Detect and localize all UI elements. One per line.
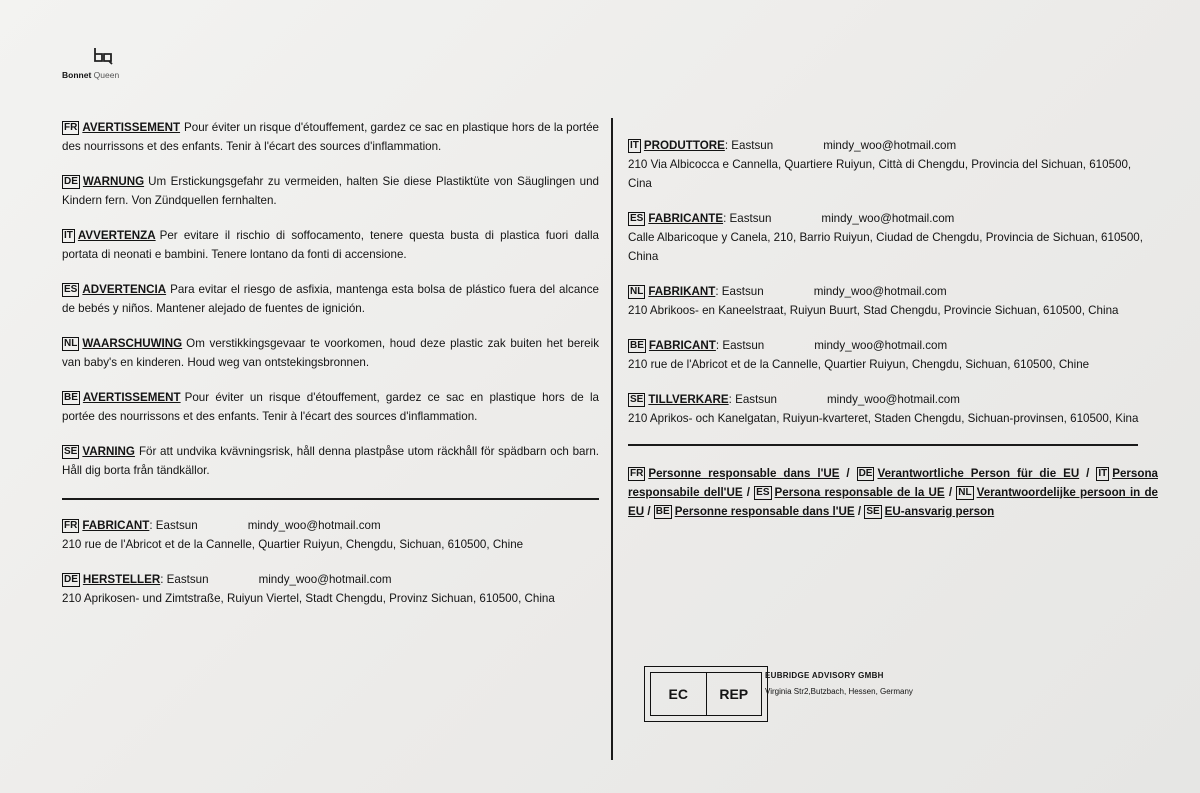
warning-text: För att undvika kvävningsrisk, håll denna plastpåse utom räckhåll för spädbarn och barn. Håll dig borta från tändkällor.	[62, 445, 599, 477]
country-code-badge: FR	[64, 519, 78, 531]
manufacturer-term: FABRICANT	[648, 339, 716, 352]
warning-text: Para evitar el riesgo de asfixia, mantenga esta bolsa de plástico fuera del alcance de bebés y niños. Mantener alejado de fuentes de ignición.	[62, 283, 599, 315]
manufacturer-company: Eastsun	[721, 285, 764, 298]
warning-paragraph	[62, 226, 599, 264]
warning-term: AVERTISSEMENT	[82, 391, 181, 404]
manufacturer-address: 210 Abrikoos- en Kaneelstraat, Ruiyun Buurt, Stad Chengdu, Provincie Sichuan, 610500, China	[628, 304, 1119, 317]
warning-term: WAARSCHUWING	[82, 337, 183, 350]
warning-paragraph	[62, 388, 599, 426]
rep-box: REP	[707, 672, 763, 716]
ec-box: EC	[650, 672, 707, 716]
warning-text: Um Erstickungsgefahr zu vermeiden, halten Sie diese Plastiktüte von Säuglingen und Kindern fern. Von Zündquellen fernhalten.	[62, 175, 599, 207]
ec-rep-company: EUBRIDGE ADVISORY GMBH	[765, 671, 884, 680]
manufacturer-term: TILLVERKARE	[648, 393, 729, 406]
manufacturer-header: FR FABRICANT: Eastsun mindy_woo@hotmail.com	[64, 518, 381, 532]
manufacturer-email: mindy_woo@hotmail.com	[814, 339, 948, 352]
country-code-badge: ES	[630, 213, 644, 224]
country-code-badge: IT	[64, 230, 73, 241]
manufacturer-term: HERSTELLER	[82, 572, 161, 586]
warning-text: Pour éviter un risque d'étouffement, gardez ce sac en plastique hors de la portée des nourrissons et des enfants. Tenir à l'écart des sources d'inflammation.	[62, 121, 599, 153]
manufacturer-email: mindy_woo@hotmail.com	[821, 212, 955, 225]
manufacturer-block	[62, 516, 599, 554]
manufacturers-left	[62, 516, 599, 608]
country-code-badge: ES	[64, 284, 78, 295]
manufacturer-block	[628, 390, 1156, 428]
country-code-badge: SE	[64, 446, 78, 457]
manufacturer-company: Eastsun	[729, 212, 772, 225]
warning-paragraph	[62, 280, 599, 318]
responsible-term: Verantwoordelijke persoon in de EU	[628, 485, 1158, 518]
responsible-term: Personne responsable dans l'UE	[648, 466, 840, 480]
warning-term: AVERTISSEMENT	[82, 121, 181, 134]
country-code-badge: IT	[1098, 467, 1108, 479]
vertical-divider	[611, 118, 613, 760]
manufacturer-header: DE HERSTELLER: Eastsun mindy_woo@hotmail.com	[64, 572, 392, 586]
manufacturer-email: mindy_woo@hotmail.com	[258, 572, 392, 586]
manufacturer-address: 210 rue de l'Abricot et de la Cannelle, Quartier Ruiyun, Chengdu, Sichuan, 610500, Chine	[628, 358, 1090, 371]
manufacturer-block	[628, 136, 1156, 193]
horizontal-divider	[628, 444, 1138, 446]
country-code-badge: NL	[64, 338, 78, 349]
warning-term: VARNING	[82, 445, 135, 458]
manufacturer-address: 210 Via Albicocca e Cannella, Quartiere Ruiyun, Città di Chengdu, Provincia del Sichuan, 610500, Cina	[628, 158, 1132, 190]
warning-text: Om verstikkingsgevaar te voorkomen, houd deze plastic zak buiten het bereik van baby's en kinderen. Houd weg van ontstekingsbronnen.	[62, 337, 599, 369]
responsible-term: Personne responsable dans l'UE	[674, 504, 855, 518]
bonnet-queen-logo-icon	[92, 46, 114, 66]
manufacturer-term: FABRICANTE	[648, 212, 724, 225]
manufacturer-email: mindy_woo@hotmail.com	[247, 518, 381, 532]
manufacturer-company: Eastsun	[155, 518, 198, 532]
manufacturer-block	[62, 570, 599, 608]
horizontal-divider	[62, 498, 599, 500]
eu-responsible-person: FR Personne responsable dans l'UE / DE Verantwortliche Person für die EU / IT Persona responsabile dell'UE / ES Persona responsable de la UE / NL Verantwoordelijke persoon in de EU / BE Personne responsable dans l'UE / SE EU-ansvarig person	[628, 466, 1158, 518]
warning-paragraph	[62, 118, 599, 156]
country-code-badge: NL	[630, 286, 644, 297]
right-column	[628, 136, 1156, 521]
responsible-term: Persona responsabile dell'UE	[628, 466, 1158, 499]
manufacturer-term: PRODUTTORE	[643, 139, 725, 152]
manufacturer-address: Calle Albaricoque y Canela, 210, Barrio Ruiyun, Ciudad de Chengdu, Provincia de Sichuan, 610500, China	[628, 231, 1143, 263]
ec-rep-info	[765, 668, 913, 700]
ec-rep-symbol	[644, 666, 768, 722]
manufacturer-email: mindy_woo@hotmail.com	[823, 139, 957, 152]
manufacturer-address: 210 rue de l'Abricot et de la Cannelle, Quartier Ruiyun, Chengdu, Sichuan, 610500, Chine	[62, 537, 524, 551]
warning-text: Pour éviter un risque d'étouffement, gardez ce sac en plastique hors de la portée des nourrissons et des enfants. Tenir à l'écart des sources d'inflammation.	[62, 391, 599, 423]
manufacturer-header: ES FABRICANTE: Eastsun mindy_woo@hotmail.com	[630, 212, 955, 225]
brand-name: Bonnet Queen	[62, 70, 120, 80]
responsible-term: Persona responsable de la UE	[774, 485, 945, 499]
warning-paragraph	[62, 334, 599, 372]
country-code-badge: BE	[655, 505, 670, 517]
country-code-badge: FR	[630, 467, 644, 479]
manufacturer-block	[628, 209, 1156, 266]
manufacturer-company: Eastsun	[731, 139, 774, 152]
manufacturer-block	[628, 336, 1156, 374]
country-code-badge: DE	[858, 467, 873, 479]
manufacturer-company: Eastsun	[722, 339, 765, 352]
brand-logo	[62, 46, 172, 80]
manufacturer-company: Eastsun	[735, 393, 777, 406]
country-code-badge: IT	[630, 140, 639, 151]
country-code-badge: BE	[64, 392, 78, 403]
left-column	[62, 118, 599, 624]
responsible-term: Verantwortliche Person für die EU	[877, 466, 1080, 480]
warning-term: WARNUNG	[82, 175, 145, 188]
warning-term: ADVERTENCIA	[82, 283, 167, 296]
manufacturer-term: FABRICANT	[82, 518, 150, 532]
manufacturer-header: SE TILLVERKARE: Eastsun mindy_woo@hotmail.com	[630, 393, 960, 406]
manufacturer-email: mindy_woo@hotmail.com	[827, 393, 960, 406]
country-code-badge: FR	[64, 122, 78, 133]
manufacturer-header: IT PRODUTTORE: Eastsun mindy_woo@hotmail.com	[630, 139, 957, 152]
warning-text: Per evitare il rischio di soffocamento, tenere questa busta di plastica fuori dalla portata di neonati e bambini. Tenere lontano da fonti di accensione.	[62, 229, 599, 261]
manufacturer-email: mindy_woo@hotmail.com	[813, 285, 947, 298]
warning-paragraph	[62, 442, 599, 480]
manufacturer-block	[628, 282, 1156, 320]
country-code-badge: BE	[630, 340, 644, 351]
country-code-badge: ES	[756, 486, 770, 498]
country-code-badge: DE	[64, 176, 78, 187]
manufacturer-term: FABRIKANT	[648, 285, 716, 298]
manufacturers-right	[628, 136, 1156, 428]
warnings-list	[62, 118, 599, 480]
responsible-term: EU-ansvarig person	[884, 504, 995, 518]
country-code-badge: SE	[630, 394, 644, 405]
warning-paragraph	[62, 172, 599, 210]
manufacturer-company: Eastsun	[166, 572, 209, 586]
country-code-badge: NL	[958, 486, 972, 498]
ec-rep-address: Virginia Str2,Butzbach, Hessen, Germany	[765, 687, 913, 696]
manufacturer-header: BE FABRICANT: Eastsun mindy_woo@hotmail.com	[630, 339, 948, 352]
manufacturer-address: 210 Aprikosen- und Zimtstraße, Ruiyun Viertel, Stadt Chengdu, Provinz Sichuan, 610500, China	[62, 591, 555, 605]
country-code-badge: DE	[64, 573, 78, 585]
manufacturer-address: 210 Aprikos- och Kanelgatan, Ruiyun-kvarteret, Staden Chengdu, Sichuan-provinsen, 610500, Kina	[628, 412, 1139, 425]
warning-term: AVVERTENZA	[77, 229, 156, 242]
manufacturer-header: NL FABRIKANT: Eastsun mindy_woo@hotmail.com	[630, 285, 947, 298]
country-code-badge: SE	[866, 505, 880, 517]
